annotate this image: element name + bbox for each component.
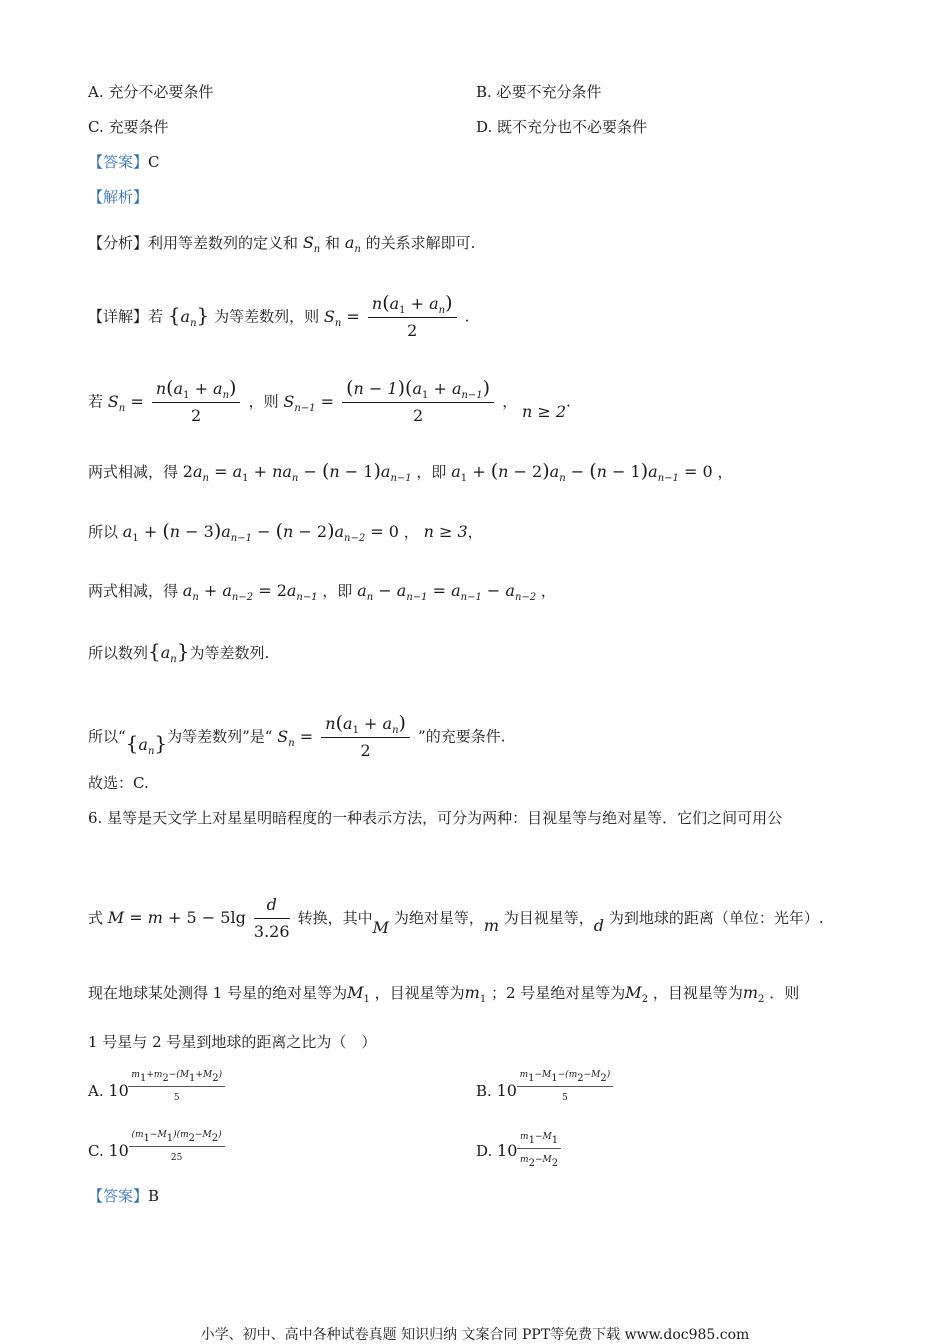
option-d: D. 既不充分也不必要条件 [476,118,648,136]
step7-line: 所以“$\{a_n\}$为等差数列”是“ $S_n$ = $\frac{n(a_1 + a_n)}{2}$ ”的充要条件. [88,712,506,760]
option-a: A. 充分不必要条件 [88,83,214,101]
q6-option-c: C. 10 $(m_1-M_1)(m_2-M_2)$ 25 [88,1141,129,1161]
answer-line [88,152,160,172]
option-c: C. 充要条件 [88,118,169,136]
answer2-label: 【答案】 [88,1187,149,1205]
q6-option-a: A. 10 $m_1+m_2-(M_1+M_2)$ 5 [88,1081,129,1101]
step3-line: 两式相减，得 $2a_n = a_1 + na_n - (n - 1)a_{n-1}$ ，即 $a_1 + (n - 2)a_n - (n - 1)a_{n-1} = 0$ ， [88,460,733,484]
q6-option-b: B. 10 $m_1-M_1-(m_2-M_2)$ 5 [476,1081,517,1101]
step5-line: 两式相减，得 $a_n + a_{n-2} = 2a_{n-1}$ ，即 $a_n - a_{n-1} = a_{n-1} - a_{n-2}$ ， [88,581,556,603]
q6-option-d: D. 10 $m_1-M_1$ $m_2-M_2$ [476,1141,517,1161]
step6-line: 所以数列$\{a_n\}$为等差数列. [88,639,270,665]
option-b: B. 必要不充分条件 [476,83,602,101]
answer-label: 【答案】 [88,153,149,171]
answer-value: C [148,153,160,171]
step2-line: 若 $S_n$ = $\frac{n(a_1 + a_n)}{2}$ ，则 $S_{n-1}$ = $\frac{(n - 1)(a_1 + a_{n-1})}{2}$ ， n ≥ 2. [88,377,571,425]
q6-line2: 式 M = m + 5 − 5lg $\frac{d}{3.26}$ 转换，其中M 为绝对星等，m 为目视星等，d 为到地球的距离（单位：光年）. [88,895,824,941]
footer: 小学、初中、高中各种试卷真题 知识归纳 文案合同 PPT等免费下载 www.doc985.com [200,1327,750,1343]
q6-line1: 6. 星等是天文学上对星星明暗程度的一种表示方法，可分为两种：目视星等与绝对星等．它们之间可用公 [88,809,783,827]
step4-line: 所以 $a_1 + (n - 3)a_{n-1} - (n - 2)a_{n-2} = 0$ ， n ≥ 3， [88,520,483,544]
step8-line: 故选：C. [88,774,149,792]
analysis-label: 【解析】 [88,188,149,206]
answer2-line [88,1186,159,1206]
fenxi-line: 【分析】利用等差数列的定义和 $S_n$ 和 $a_n$ 的关系求解即可. [88,233,476,255]
q6-line3: 现在地球某处测得 1 号星的绝对星等为$M_1$ ，目视星等为$m_1$ ；2 号星绝对星等为$M_2$ ，目视星等为$m_2$ ．则 [88,983,800,1005]
q6-line4: 1 号星与 2 号星到地球的距离之比为（ ） [88,1033,377,1051]
answer2-value: B [148,1187,160,1205]
xiangjie-line: 【详解】若 $\{a_n\}$ 为等差数列，则 $S_n$ = $\frac{n(a_1 + a_n)}{2}$ . [88,292,470,340]
